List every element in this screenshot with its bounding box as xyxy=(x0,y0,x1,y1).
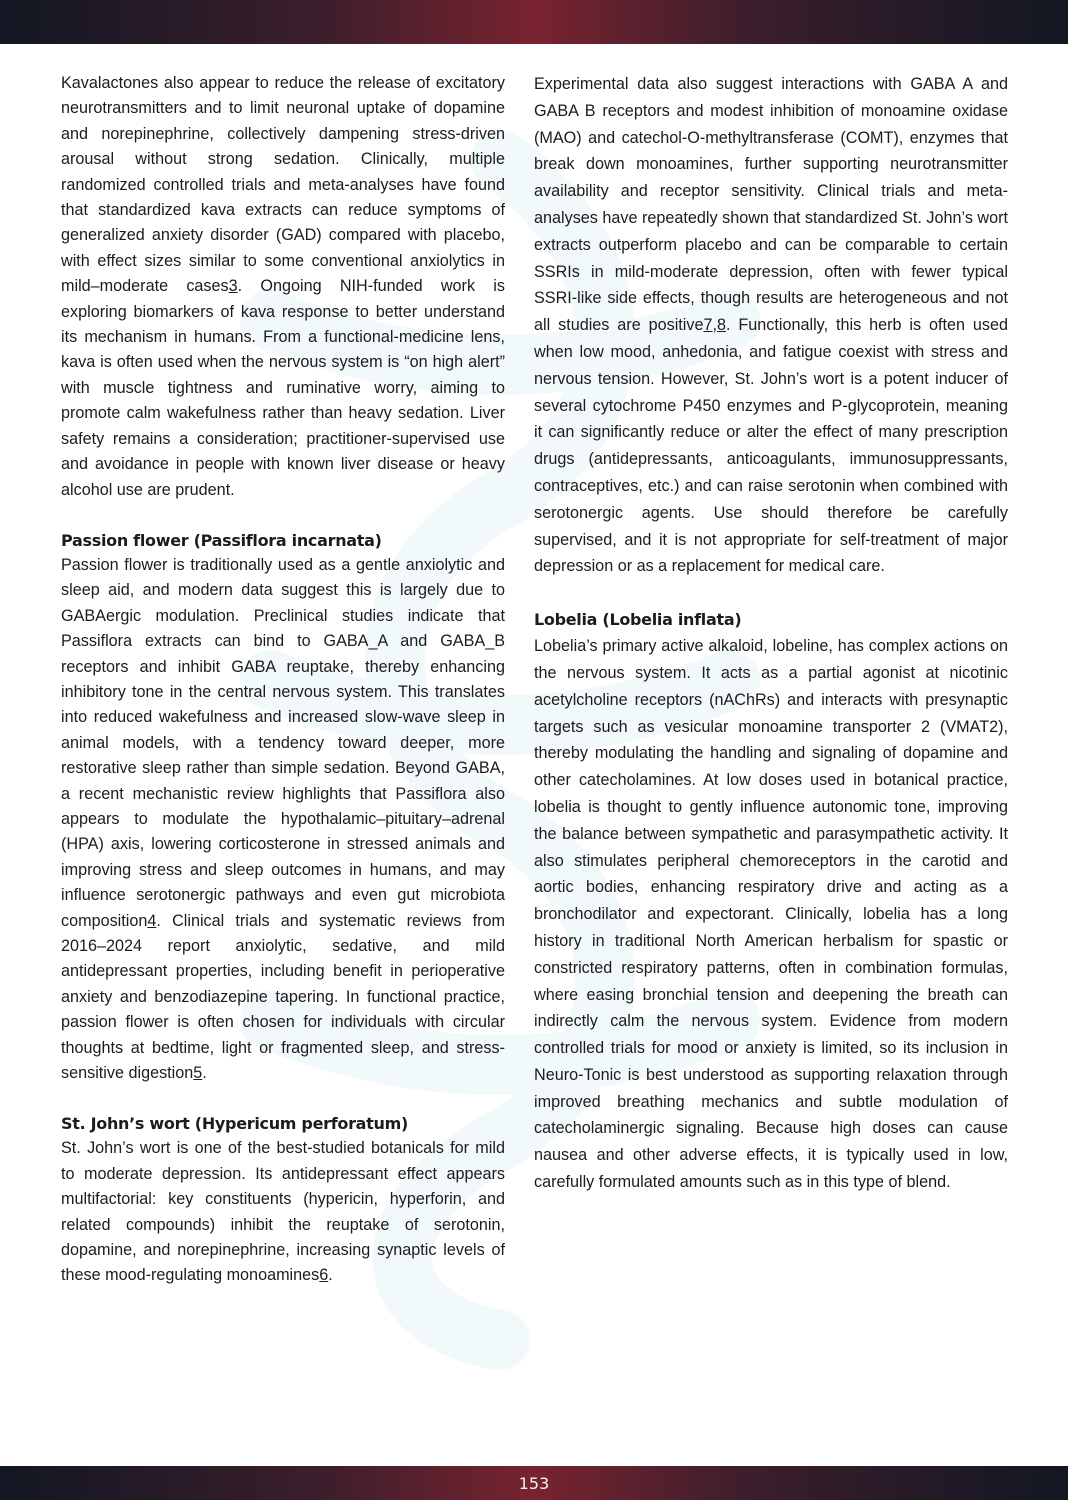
passion-flower-paragraph: Passion flower is traditionally used as a gentle anxiolytic and sleep aid, and modern data suggest this is largely due to GABAergic modulation. Preclinical studies indicate that Passiflora extracts can bind to GABA_A and GABA_B receptors and inhibit GABA reuptake, thereby enhancing inhibitory tone in the central nervous system. This translates into reduced wakefulness and increased slow-wave sleep in animal models, with a tendency toward deeper, more restorative sleep rather than simple sedation. Beyond GABA, a recent mechanistic review highlights that Passiflora also appears to modulate the hypothalamic–pituitary–adrenal (HPA) axis, lowering corticosterone in stressed animals and improving stress and sleep outcomes in humans, and may influence serotonergic pathways and even gut microbiota composition4. Clinical trials and systematic reviews from 2016–2024 report anxiolytic, sedative, and mild antidepressant properties, including benefit in perioperative anxiety and benzodiazepine tapering. In functional practice, passion flower is often chosen for individuals with circular thoughts at bedtime, light or fragmented sleep, and stress-sensitive digestion5. xyxy=(61,555,505,1083)
reference-link-6[interactable]: 6 xyxy=(319,1266,329,1285)
reference-link-7-8[interactable]: 7,8 xyxy=(703,316,726,335)
header-decorative-bar xyxy=(0,0,1068,44)
kava-paragraph: Kavalactones also appear to reduce the release of excitatory neurotransmitters and to limit neuronal uptake of dopamine and norepinephrine, collectively dampening stress-driven arousal without strong sedation. Clinically, multiple randomized controlled trials and meta-analyses have found that standardized kava extracts can reduce symptoms of generalized anxiety disorder (GAD) compared with placebo, with effect sizes similar to some conventional anxiolytics in mild–moderate cases3. Ongoing NIH-funded work is exploring biomarkers of kava response to better understand its mechanism in humans. From a functional-medicine lens, kava is often used when the nervous system is “on high alert” with muscle tightness and ruminative worry, aiming to promote calm wakefulness rather than heavy sedation. Liver safety remains a consideration; practitioner-supervised use and avoidance in people with known liver disease or heavy alcohol use are prudent. xyxy=(61,74,505,499)
footer-decorative-bar xyxy=(0,1466,1068,1500)
lobelia-paragraph: Lobelia’s primary active alkaloid, lobeline, has complex actions on the nervous system. It acts as a partial agonist at nicotinic acetylcholine receptors (nAChRs) and interacts with presynaptic targets such as vesicular monoamine transporter 2 (VMAT2), thereby modulating the handling and signaling of dopamine and other catecholamines. At low doses used in botanical practice, lobelia is thought to gently influence autonomic tone, improving the balance between sympathetic and parasympathetic activity. It also stimulates peripheral chemoreceptors in the carotid and aortic bodies, enhancing respiratory drive and acting as a bronchodilator and expectorant. Clinically, lobelia has a long history in traditional North American herbalism for spastic or constricted respiratory patterns, often in combination formulas, where easing bronchial tension and deepening the breath can indirectly calm the nervous system. Evidence from modern controlled trials for mood or anxiety is limited, so its inclusion in Neuro-Tonic is best understood as supporting relaxation through improved breathing mechanics and subtle modulation of catecholaminergic signaling. Because high doses can cause nausea and other adverse effects, it is typically used in low, carefully formulated amounts such as in this type of blend. xyxy=(534,637,1008,1192)
passion-flower-heading: Passion flower (Passiflora incarnata) xyxy=(61,530,382,550)
reference-link-5[interactable]: 5 xyxy=(193,1064,203,1083)
reference-link-3[interactable]: 3 xyxy=(228,277,238,296)
st-johns-wort-paragraph: St. John’s wort is one of the best-studied botanicals for mild to moderate depression. Its antidepressant effect appears multifactorial: key constituents (hypericin, hyperforin, and related compounds) inhibit the reuptake of serotonin, dopamine, and norepinephrine, increasing synaptic levels of these mood-regulating monoamines6. xyxy=(61,1139,505,1285)
right-column xyxy=(534,71,1008,1196)
left-column xyxy=(61,71,505,1289)
lobelia-heading: Lobelia (Lobelia inflata) xyxy=(534,610,742,630)
st-johns-wort-heading: St. John’s wort (Hypericum perforatum) xyxy=(61,1114,408,1134)
reference-link-4[interactable]: 4 xyxy=(147,911,157,930)
page-number: 153 xyxy=(518,1473,550,1493)
st-johns-wort-continued-paragraph: Experimental data also suggest interactions with GABA A and GABA B receptors and modest inhibition of monoamine oxidase (MAO) and catechol-O-methyltransferase (COMT), enzymes that break down monoamines, further supporting neurotransmitter availability and receptor sensitivity. Clinical trials and meta-analyses have repeatedly shown that standardized St. John’s wort extracts outperform placebo and can be comparable to certain SSRIs in mild-moderate depression, often with fewer typical SSRI-like side effects, though results are heterogeneous and not all studies are positive7,8. Functionally, this herb is often used when low mood, anhedonia, and fatigue coexist with stress and nervous tension. However, St. John’s wort is a potent inducer of several cytochrome P450 enzymes and P-glycoprotein, meaning it can significantly reduce or alter the effect of many prescription drugs (antidepressants, anticoagulants, immunosuppressants, contraceptives, etc.) and can raise serotonin when combined with serotonergic agents. Use should therefore be carefully supervised, and it is not appropriate for self-treatment of major depression or as a replacement for medical care. xyxy=(534,75,1008,576)
